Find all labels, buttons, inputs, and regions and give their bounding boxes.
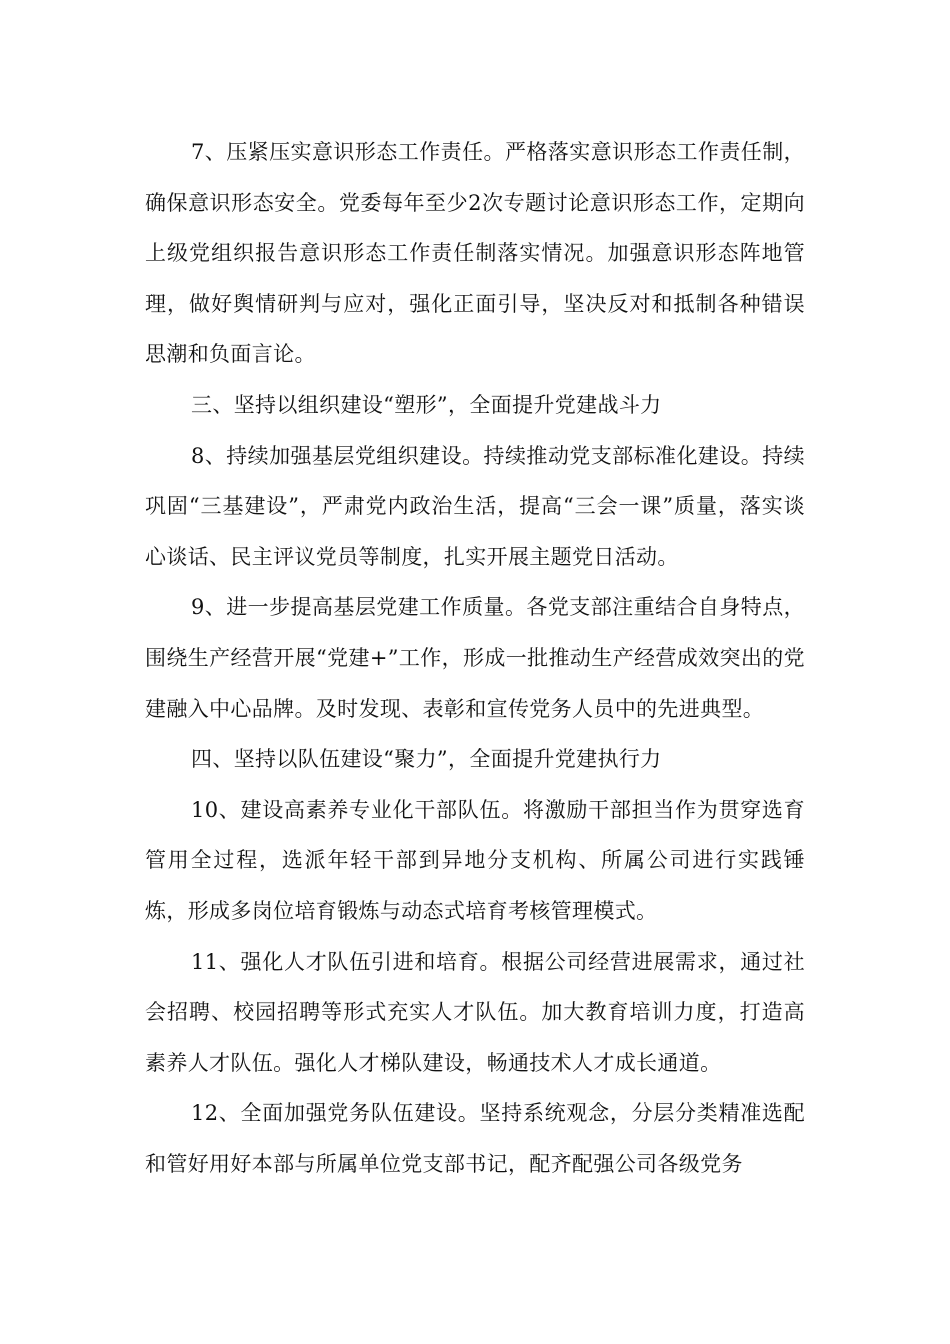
paragraph-item-8: 8、持续加强基层党组织建设。持续推动党支部标准化建设。持续巩固“三基建设”，严肃党内政治生活，提高“三会一课”质量，落实谈心谈话、民主评议党员等制度，扎实开展主题党日活动。 [145,443,805,569]
section-heading-four: 四、坚持以队伍建设“聚力”，全面提升党建执行力 [191,747,662,772]
document-body [145,127,805,1189]
paragraph-item-11: 11、强化人才队伍引进和培育。根据公司经营进展需求，通过社会招聘、校园招聘等形式充实人才队伍。加大教育培训力度，打造高素养人才队伍。强化人才梯队建设，畅通技术人才成长通道。 [145,949,805,1075]
paragraph-item-10: 10、建设高素养专业化干部队伍。将激励干部担当作为贯穿选育管用全过程，选派年轻干部到异地分支机构、所属公司进行实践锤炼，形成多岗位培育锻炼与动态式培育考核管理模式。 [145,797,805,923]
section-heading-three: 三、坚持以组织建设“塑形”，全面提升党建战斗力 [191,392,662,417]
paragraph-item-9: 9、进一步提高基层党建工作质量。各党支部注重结合自身特点，围绕生产经营开展“党建+”工作，形成一批推动生产经营成效突出的党建融入中心品牌。及时发现、表彰和宣传党务人员中的先进典型。 [145,595,805,721]
paragraph-item-12: 12、全面加强党务队伍建设。坚持系统观念，分层分类精准选配和管好用好本部与所属单位党支部书记，配齐配强公司各级党务 [145,1101,805,1176]
paragraph-item-7: 7、压紧压实意识形态工作责任。严格落实意识形态工作责任制，确保意识形态安全。党委每年至少2次专题讨论意识形态工作，定期向上级党组织报告意识形态工作责任制落实情况。加强意识形态阵地管理，做好舆情研判与应对，强化正面引导，坚决反对和抵制各种错误思潮和负面言论。 [145,140,805,367]
